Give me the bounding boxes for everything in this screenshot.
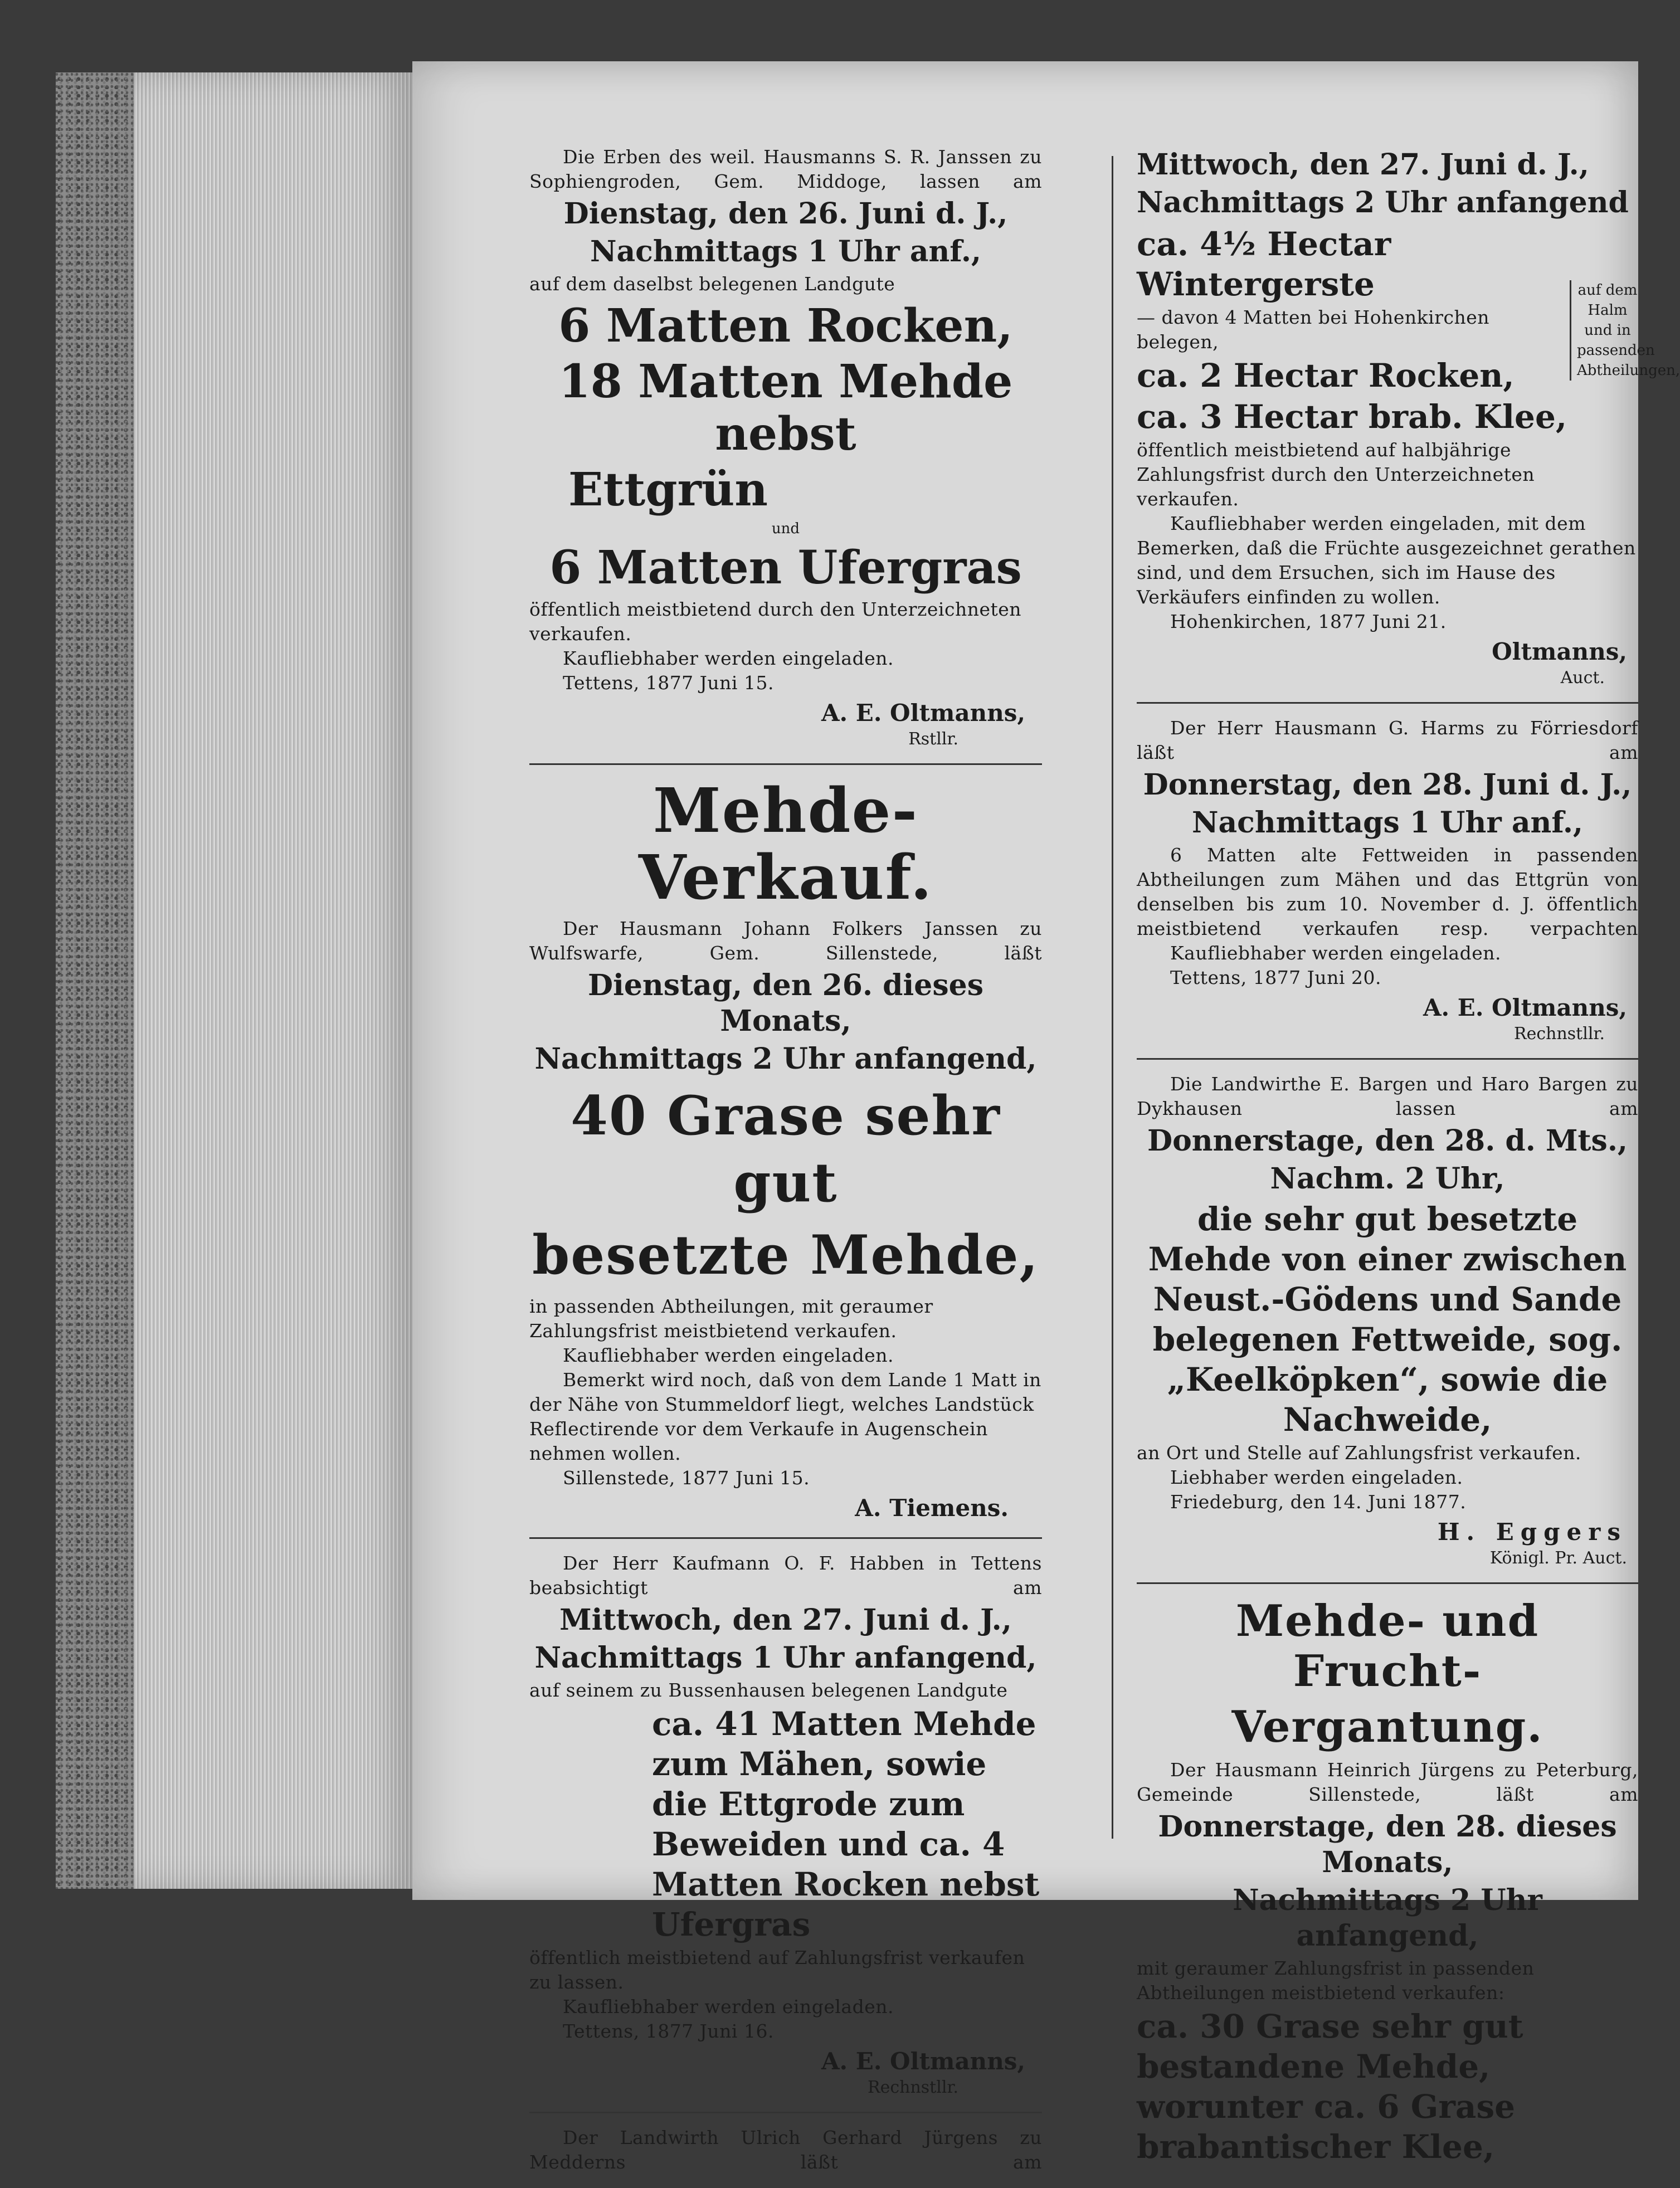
ad-separator bbox=[529, 763, 1042, 765]
ad-item: 18 Matten Mehde nebst bbox=[558, 355, 1013, 461]
ad-time: Nachmittags 1 Uhr anf., bbox=[1191, 806, 1584, 840]
ad-item: ca. 4½ Hectar Wintergerste bbox=[1137, 225, 1391, 303]
ad-intro: Die Erben des weil. Hausmanns S. R. Janssen zu Sophiengroden, Gem. Middoge, lassen am bbox=[529, 146, 1042, 192]
ad-separator bbox=[529, 1537, 1042, 1539]
ad-mehde-verkauf bbox=[529, 774, 1042, 1524]
ad-intro: Der Hausmann Johann Folkers Janssen zu Wulfswarfe, Gem. Sillenstede, läßt bbox=[529, 918, 1042, 964]
ad-mehde-frucht-vergantung bbox=[1137, 1596, 1638, 2167]
ad-janssen-sophiengroden bbox=[529, 145, 1042, 750]
ad-invite: Kaufliebhaber werden eingeladen. bbox=[563, 1344, 894, 1366]
ad-date: Donnerstage, den 28. dieses Monats, bbox=[1158, 1810, 1617, 1879]
ad-date: Dienstag, den 26. dieses Monats, bbox=[587, 968, 984, 1038]
page-stack bbox=[134, 72, 412, 1889]
ad-invite: Kaufliebhaber werden eingeladen. bbox=[563, 647, 894, 669]
ad-separator bbox=[1137, 1582, 1638, 1584]
ad-item: ca. 2 Hectar Rocken, bbox=[1137, 357, 1515, 394]
ad-time: Nachmittags 2 Uhr anfangend, bbox=[1233, 1883, 1542, 1953]
ad-signer-title: Rstllr. bbox=[908, 729, 958, 749]
ad-item: 6 Matten Ufergras bbox=[549, 541, 1022, 594]
ad-intro: Der Hausmann Heinrich Jürgens zu Peterburg, Gemeinde Sillenstede, läßt am bbox=[1137, 1759, 1638, 1805]
ad-harms-foerriesdorf bbox=[1137, 716, 1638, 1045]
ad-items: ca. 30 Grase sehr gut bestandene Mehde, worunter ca. 6 Grase brabantischer Klee, bbox=[1137, 2007, 1523, 2166]
ad-place-date: Hohenkirchen, 1877 Juni 21. bbox=[1170, 611, 1447, 632]
ad-date: Donnerstage, den 28. d. Mts., bbox=[1147, 1124, 1628, 1158]
ad-time: Nachmittags 1 Uhr anfangend, bbox=[534, 1641, 1037, 1675]
ad-place-date: Friedeburg, den 14. Juni 1877. bbox=[1170, 1491, 1467, 1513]
ad-signer-title: Rechnstllr. bbox=[867, 2078, 958, 2097]
ad-signer: H. Eggers bbox=[1437, 1518, 1627, 1546]
ad-note: Bemerkt wird noch, daß von dem Lande 1 Matt in der Nähe von Stummeldorf liegt, welches Landstück Reflectirende vor dem Verkaufe in Augenschein nehmen wollen. bbox=[529, 1369, 1041, 1464]
ad-invite: Liebhaber werden eingeladen. bbox=[1170, 1466, 1463, 1488]
ad-signer: A. Tiemens. bbox=[855, 1494, 1009, 1522]
ad-juergens-medderns bbox=[529, 2126, 1042, 2175]
ad-bargen-dykhausen bbox=[1137, 1072, 1638, 1569]
ad-signer-title: Auct. bbox=[1560, 668, 1605, 688]
ad-item: ca. 3 Hectar brab. Klee, bbox=[1137, 398, 1567, 436]
ad-signer: A. E. Oltmanns, bbox=[821, 699, 1025, 727]
left-column bbox=[529, 145, 1042, 2188]
ad-time: Nachmittags 2 Uhr anfangend bbox=[1137, 186, 1629, 220]
ad-invite: Kaufliebhaber werden eingeladen. bbox=[563, 1996, 894, 2018]
ad-intro: Die Landwirthe E. Bargen und Haro Bargen zu Dykhausen lassen am bbox=[1137, 1073, 1638, 1119]
ad-date: Donnerstag, den 28. Juni d. J., bbox=[1143, 768, 1632, 802]
ad-invite: Kaufliebhaber werden eingeladen, mit dem Bemerken, daß die Früchte ausgezeichnet gerathen sind, und dem Ersuchen, sich im Hause des Verkäufers einfinden zu wollen. bbox=[1137, 513, 1636, 608]
ad-place-date: Tettens, 1877 Juni 16. bbox=[563, 2020, 774, 2042]
ad-item: besetzte Mehde, bbox=[532, 1224, 1039, 1287]
ad-signer: A. E. Oltmanns, bbox=[1423, 994, 1627, 1021]
ad-item: 6 Matten Rocken, bbox=[558, 299, 1013, 353]
ad-time: Nachmittags 1 Uhr anf., bbox=[590, 235, 982, 269]
ad-terms: an Ort und Stelle auf Zahlungsfrist verkaufen. bbox=[1137, 1442, 1581, 1464]
ad-place-date: Tettens, 1877 Juni 20. bbox=[1170, 967, 1381, 988]
ad-heading: Vergantung. bbox=[1231, 1702, 1543, 1752]
ad-heading: Mehde- und Frucht- bbox=[1235, 1596, 1540, 1697]
ad-signer: Oltmanns, bbox=[1492, 638, 1627, 665]
ad-invite: Kaufliebhaber werden eingeladen. bbox=[1170, 942, 1501, 964]
ad-terms: öffentlich meistbietend auf halbjährige Zahlungsfrist durch den Unterzeichneten verkaufen. bbox=[1137, 439, 1535, 510]
ad-signer: A. E. Oltmanns, bbox=[821, 2048, 1025, 2075]
ad-item-note: — davon 4 Matten bei Hohenkirchen belegen, bbox=[1137, 306, 1490, 353]
ad-time: Nachm. 2 Uhr, bbox=[1270, 1162, 1505, 1196]
ad-signer-title: Rechnstllr. bbox=[1513, 1024, 1605, 1044]
ad-connector: und bbox=[771, 520, 800, 537]
ad-intro: Der Herr Kaufmann O. F. Habben in Tettens beabsichtigt am bbox=[529, 1552, 1042, 1599]
ad-terms: öffentlich meistbietend durch den Unterzeichneten verkaufen. bbox=[529, 598, 1022, 645]
ad-location: auf dem daselbst belegenen Landgute bbox=[529, 273, 895, 295]
ad-items: die sehr gut besetzte Mehde von einer zwischen Neust.-Gödens und Sande belegenen Fettweide, sog. „Keelköpken“, sowie die Nachweide, bbox=[1148, 1200, 1627, 1439]
ad-date: Mittwoch, den 27. Juni d. J., bbox=[1137, 148, 1589, 182]
ad-habben-tettens bbox=[529, 1551, 1042, 2098]
ad-separator bbox=[1137, 702, 1638, 704]
ad-hohenkirchen-auction bbox=[1137, 147, 1680, 689]
ad-location: auf seinem zu Bussenhausen belegenen Landgute bbox=[529, 1679, 1008, 1701]
ad-time: Nachmittags 2 Uhr anfangend, bbox=[534, 1042, 1037, 1076]
ad-separator bbox=[1137, 1058, 1638, 1060]
book-cover-edge bbox=[56, 72, 135, 1889]
ad-terms: in passenden Abtheilungen, mit geraumer Zahlungsfrist meistbietend verkaufen. bbox=[529, 1295, 933, 1342]
right-column bbox=[1137, 145, 1680, 2180]
ad-intro: Der Landwirth Ulrich Gerhard Jürgens zu Medderns läßt am bbox=[529, 2127, 1042, 2173]
ad-terms: öffentlich meistbietend auf Zahlungsfrist verkaufen zu lassen. bbox=[529, 1947, 1025, 1993]
newspaper-page bbox=[412, 61, 1680, 2173]
ad-item: 40 Grase sehr gut bbox=[571, 1084, 1001, 1214]
ad-heading: Mehde-Verkauf. bbox=[638, 774, 933, 913]
ad-item: Ettgrün bbox=[568, 463, 768, 516]
ad-signer-title: Königl. Pr. Auct. bbox=[1489, 1548, 1627, 1568]
ad-item-group bbox=[1137, 223, 1680, 438]
ad-date: Dienstag, den 26. Juni d. J., bbox=[563, 197, 1008, 231]
ad-body: 6 Matten alte Fettweiden in passenden Abtheilungen zum Mähen und das Ettgrün von denselben bis zum 10. November d. J. öffentlich meistbietend verkaufen resp. verpachten bbox=[1137, 844, 1638, 939]
ad-item-bracket-note: auf dem Halm und in passenden Abtheilungen, bbox=[1570, 280, 1638, 381]
ad-place-date: Tettens, 1877 Juni 15. bbox=[563, 672, 774, 694]
ad-separator bbox=[529, 2112, 1042, 2113]
column-divider bbox=[1112, 156, 1113, 1839]
ad-intro: Der Herr Hausmann G. Harms zu Förriesdorf läßt am bbox=[1137, 717, 1638, 763]
ad-items: ca. 41 Matten Mehde zum Mähen, sowie die Ettgrode zum Beweiden und ca. 4 Matten Rocken nebst Ufergras bbox=[652, 1705, 1040, 1943]
ad-terms: mit geraumer Zahlungsfrist in passenden Abtheilungen meistbietend verkaufen: bbox=[1137, 1957, 1535, 2004]
ad-place-date: Sillenstede, 1877 Juni 15. bbox=[563, 1467, 810, 1489]
ad-date: Mittwoch, den 27. Juni d. J., bbox=[559, 1603, 1012, 1637]
